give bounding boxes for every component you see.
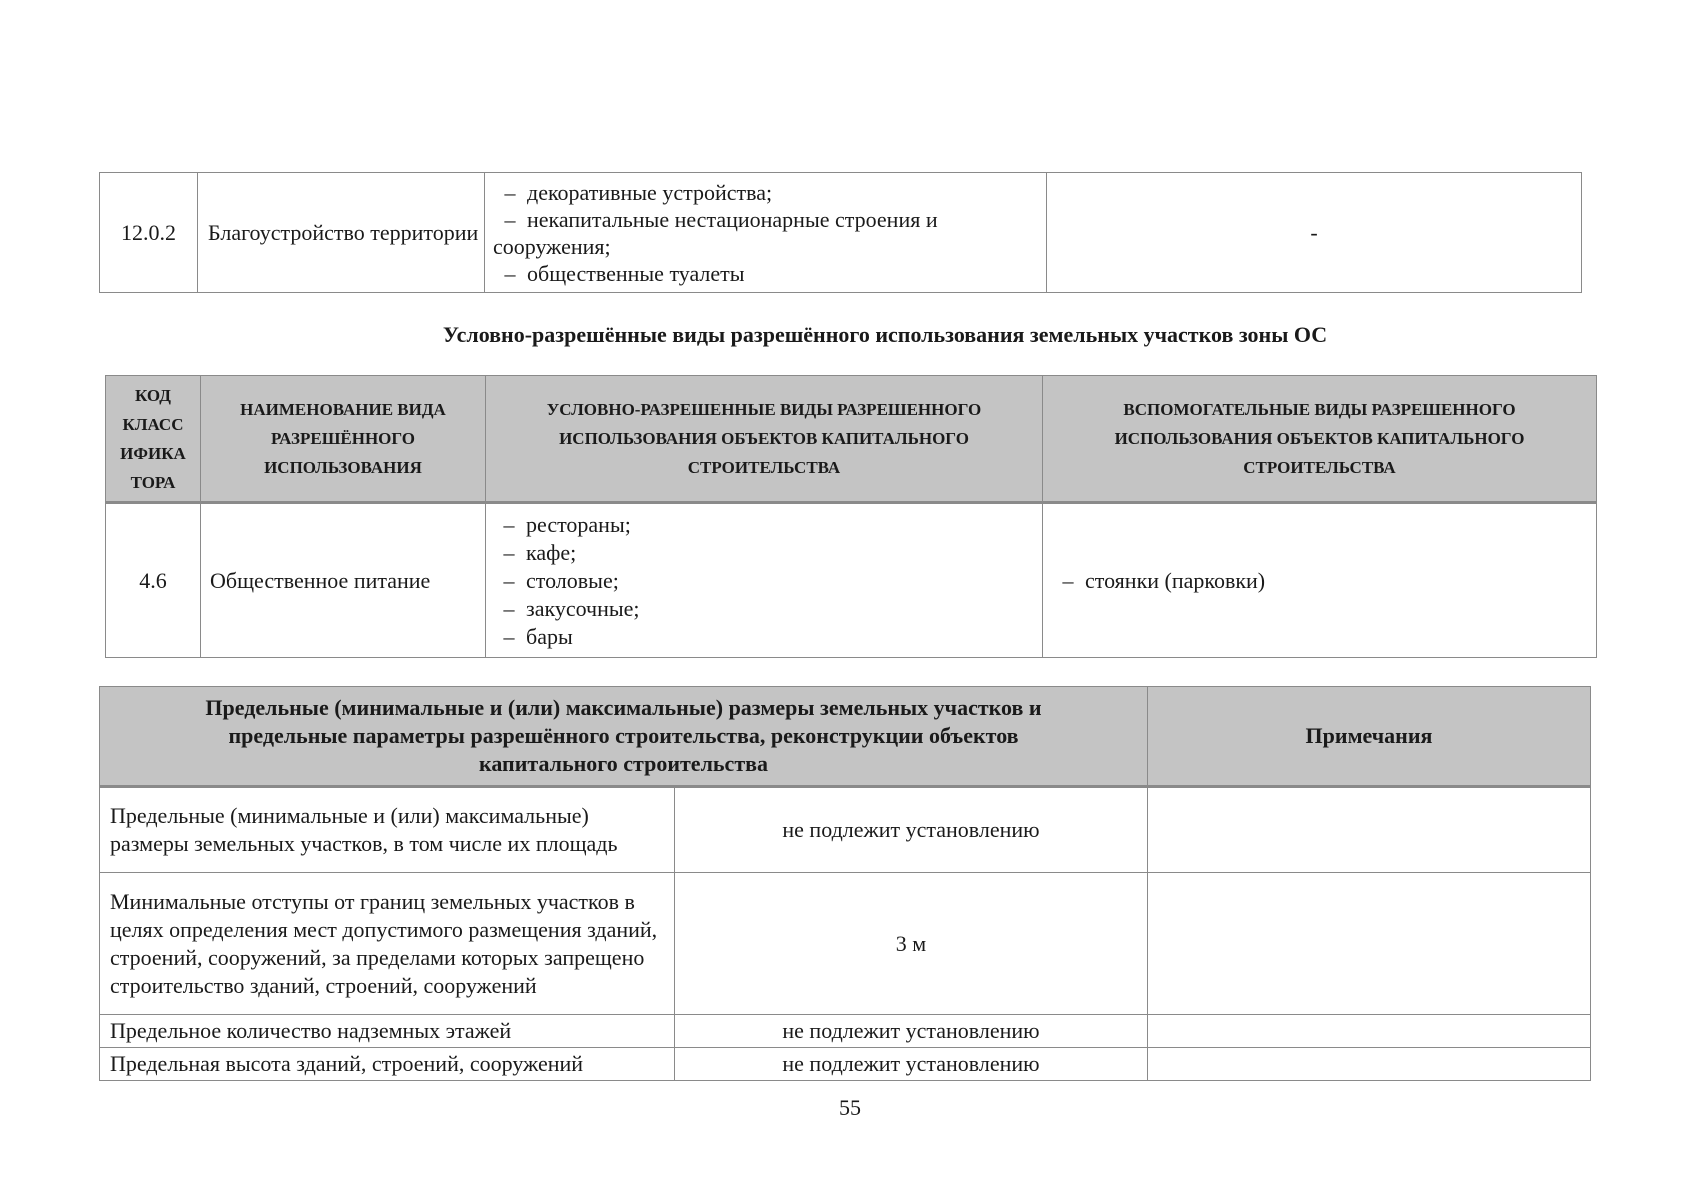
bullet-dash: – <box>503 623 515 649</box>
table-header-row <box>106 376 1597 503</box>
header-code: КОД КЛАСС ИФИКА ТОРА <box>106 376 201 503</box>
parameter-value: 3 м <box>675 873 1148 1015</box>
list-item: – закусочные; <box>492 595 1036 623</box>
table-row <box>100 787 1591 873</box>
parameter-name: Минимальные отступы от границ земельных участков в целях определения мест допустимого размещения зданий, строений, сооружений, за пределами которых запрещено строительство зданий, строений, сооружений <box>100 873 675 1015</box>
table-header-row <box>100 687 1591 787</box>
classifier-code: 4.6 <box>106 503 201 658</box>
parameter-name: Предельные (минимальные и (или) максимальные) размеры земельных участков, в том числе их площадь <box>100 787 675 873</box>
table-row <box>100 173 1582 293</box>
permitted-uses-table <box>99 172 1582 293</box>
parameter-value: не подлежит установлению <box>675 787 1148 873</box>
parameter-value: не подлежит установлению <box>675 1015 1148 1048</box>
use-list-cell <box>486 503 1043 658</box>
parameter-note <box>1148 1015 1591 1048</box>
bullet-dash: – <box>503 511 515 537</box>
page-number: 55 <box>839 1095 861 1120</box>
list-item: – столовые; <box>492 567 1036 595</box>
list-item: – рестораны; <box>492 511 1036 539</box>
use-list <box>492 511 1036 651</box>
table-row <box>100 873 1591 1015</box>
limit-parameters-table <box>99 686 1591 1081</box>
table-row <box>106 503 1597 658</box>
list-item: – декоративные устройства; <box>493 179 1040 206</box>
bullet-dash: – <box>503 595 515 621</box>
table-row <box>100 1015 1591 1048</box>
auxiliary-uses: - <box>1047 173 1582 293</box>
bullet-dash: – <box>503 567 515 593</box>
header-name: НАИМЕНОВАНИЕ ВИДА РАЗРЕШЁННОГО ИСПОЛЬЗОВАНИЯ <box>201 376 486 503</box>
header-auxiliary-uses: ВСПОМОГАТЕЛЬНЫЕ ВИДЫ РАЗРЕШЕННОГО ИСПОЛЬЗОВАНИЯ ОБЪЕКТОВ КАПИТАЛЬНОГО СТРОИТЕЛЬСТВА <box>1043 376 1597 503</box>
auxiliary-use: стоянки (парковки) <box>1085 567 1266 593</box>
use-list-cell <box>485 173 1047 293</box>
list-item: – кафе; <box>492 539 1036 567</box>
bullet-dash: – <box>1062 567 1074 593</box>
parameter-note <box>1148 1048 1591 1081</box>
table-row <box>100 1048 1591 1081</box>
conditional-uses-table <box>105 375 1597 658</box>
parameter-note <box>1148 787 1591 873</box>
parameter-value: не подлежит установлению <box>675 1048 1148 1081</box>
bullet-dash: – <box>504 206 516 232</box>
section-heading: Условно-разрешённые виды разрешённого использования земельных участков зоны ОС <box>442 322 1328 347</box>
auxiliary-uses-cell <box>1043 503 1597 658</box>
parameter-note <box>1148 873 1591 1015</box>
use-name: Общественное питание <box>201 503 486 658</box>
header-limits: Предельные (минимальные и (или) максимальные) размеры земельных участков и предельные параметры разрешённого строительства, реконструкции объектов капитального строительства <box>100 687 1148 787</box>
list-item: – некапитальные нестационарные строения и сооружения; <box>493 206 938 259</box>
header-conditional-uses: УСЛОВНО-РАЗРЕШЕННЫЕ ВИДЫ РАЗРЕШЕННОГО ИСПОЛЬЗОВАНИЯ ОБЪЕКТОВ КАПИТАЛЬНОГО СТРОИТЕЛЬСТВА <box>486 376 1043 503</box>
header-notes: Примечания <box>1148 687 1591 787</box>
list-item: – общественные туалеты <box>493 260 1040 287</box>
bullet-dash: – <box>504 260 516 286</box>
classifier-code: 12.0.2 <box>100 173 198 293</box>
use-name: Благоустройство территории <box>198 173 485 293</box>
list-item: – бары <box>492 623 1036 651</box>
bullet-dash: – <box>503 539 515 565</box>
parameter-name: Предельное количество надземных этажей <box>100 1015 675 1048</box>
parameter-name: Предельная высота зданий, строений, сооружений <box>100 1048 675 1081</box>
bullet-dash: – <box>504 179 516 205</box>
